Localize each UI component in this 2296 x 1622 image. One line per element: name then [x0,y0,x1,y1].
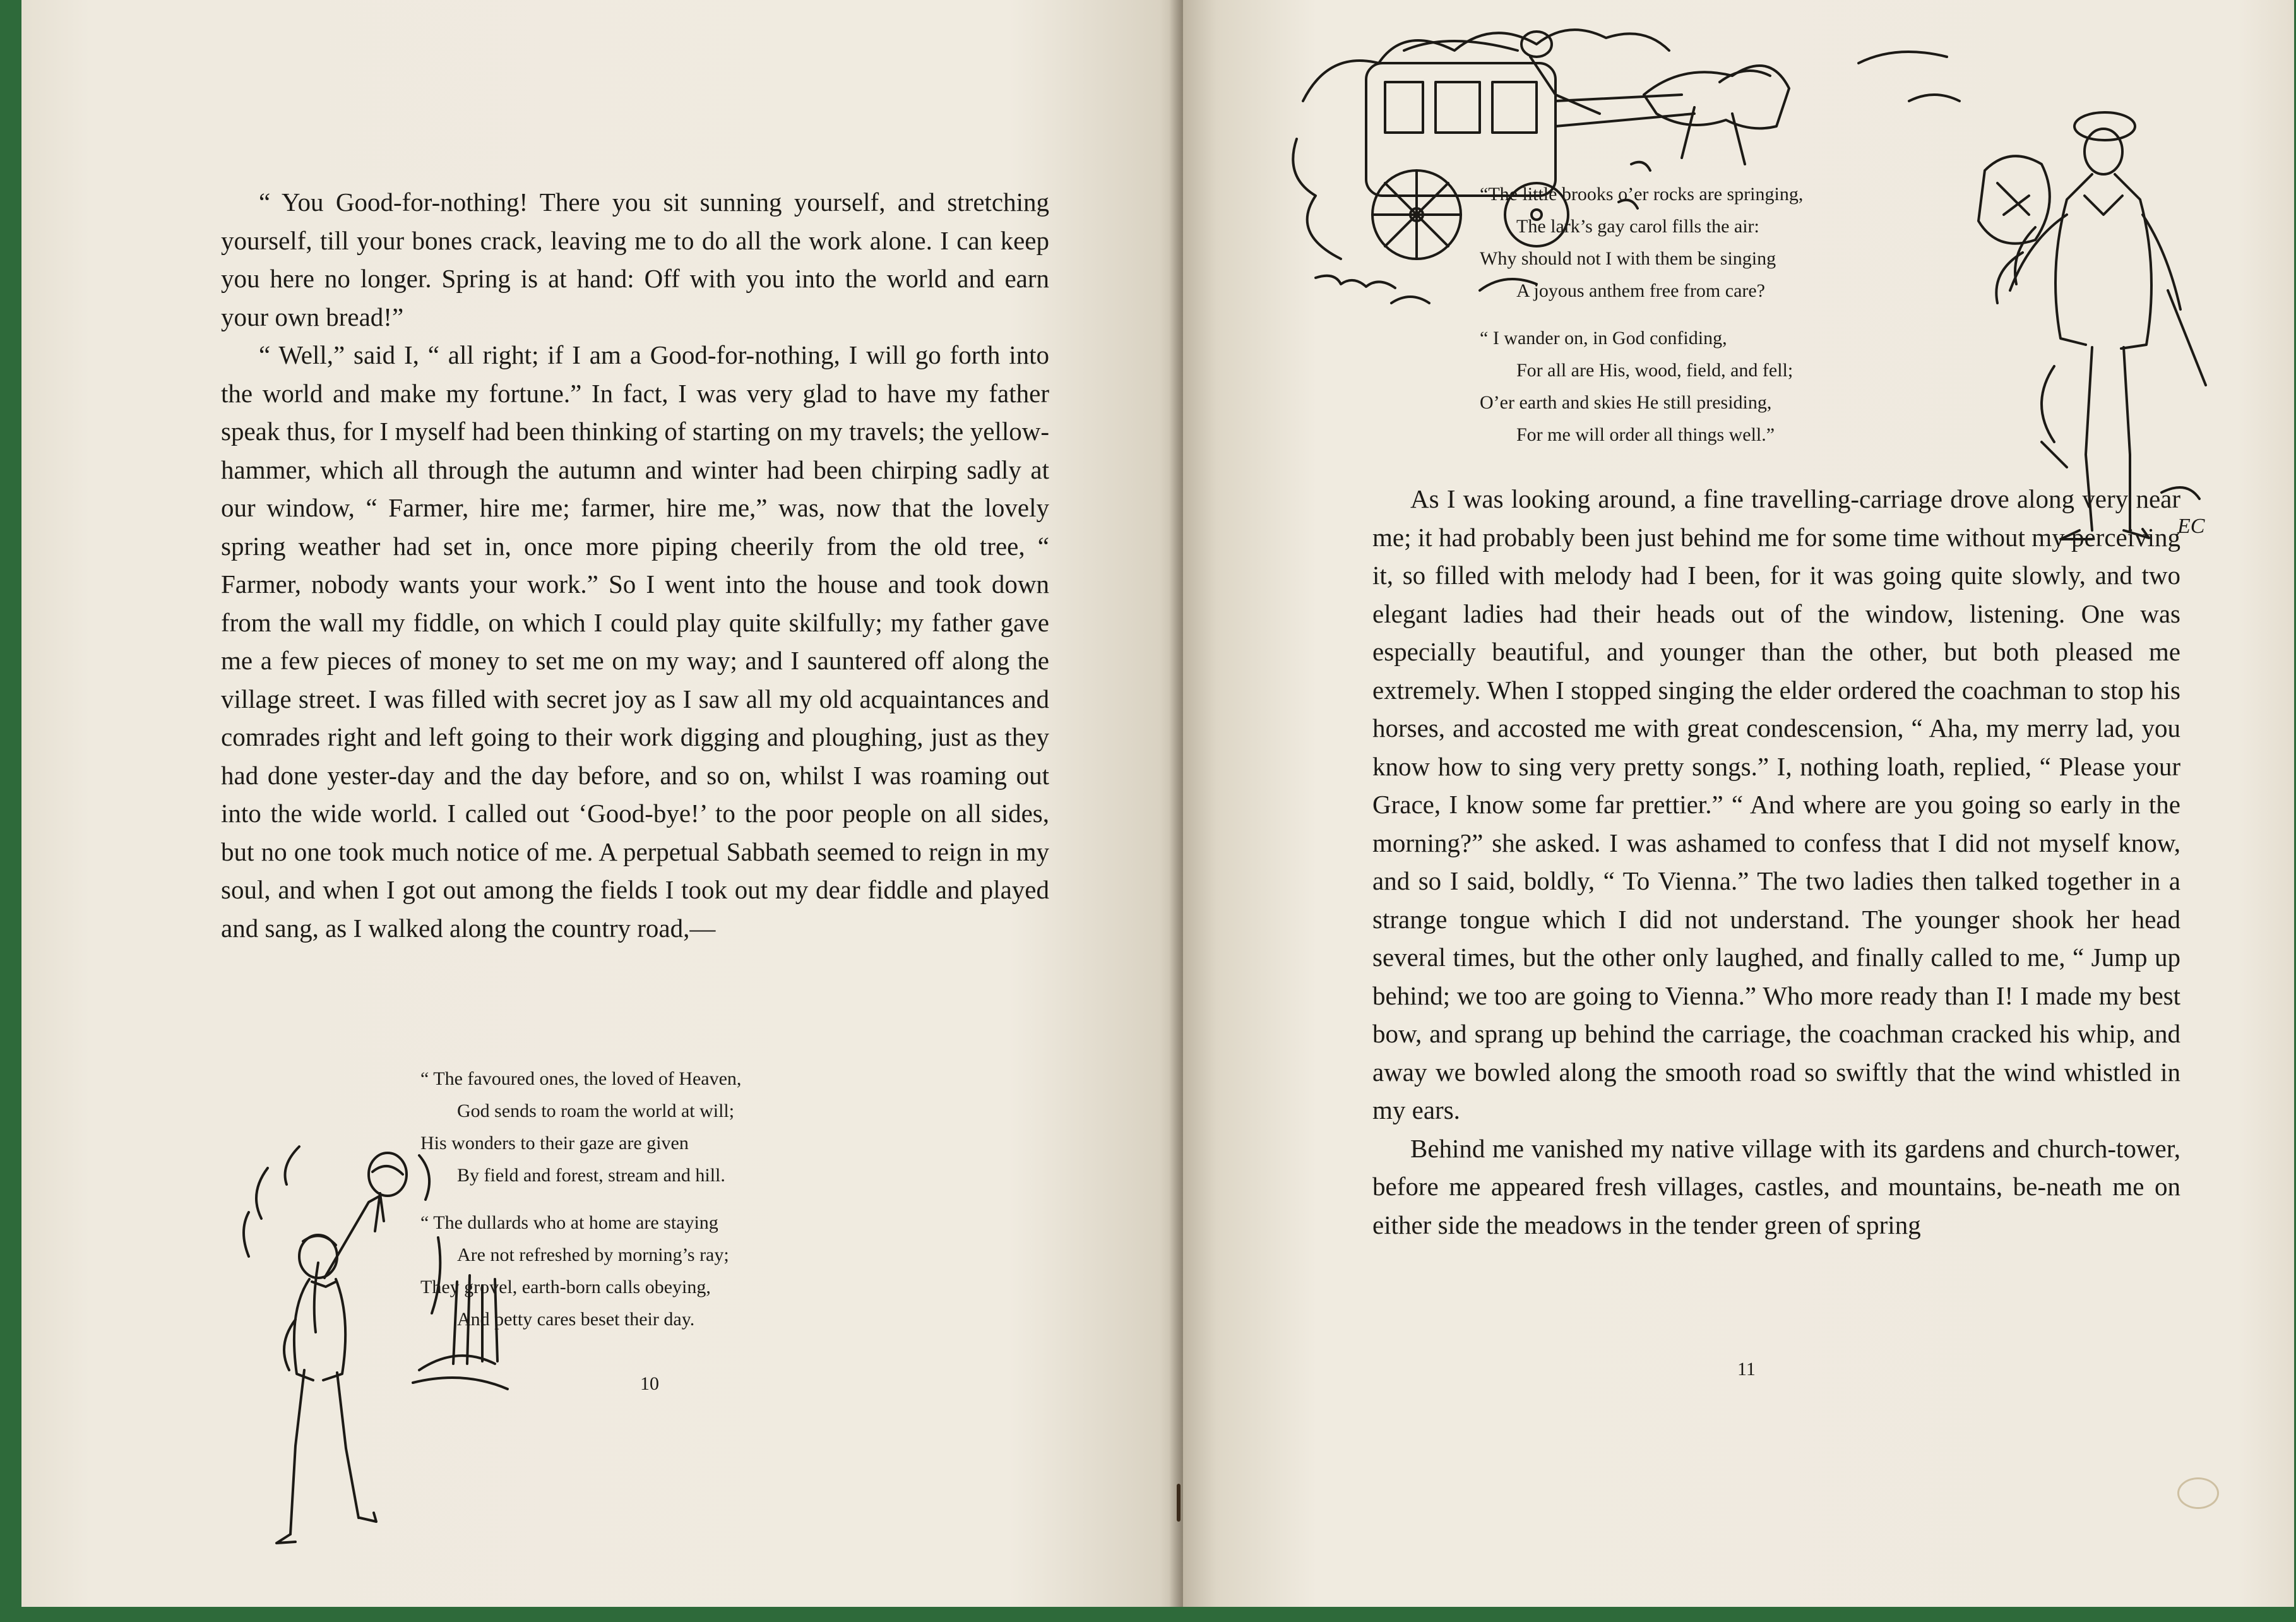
verse-line: “ The dullards who at home are staying [420,1212,718,1233]
paragraph-journey: Behind me vanished my native village with its gardens and church-tower, before me appeared fresh villages, castles, and mountains, be-neath me on either side the meadows in the tender green of spring [1372,1133,2180,1239]
verse-line: Why should not I with them be singing [1480,248,1776,269]
binding-thread [1177,1484,1181,1522]
left-page-prose [221,183,1049,947]
verse-line: The lark’s gay carol fills the air: [1516,216,1759,237]
right-page-verse [1480,178,1803,466]
verse-line: “ The favoured ones, the loved of Heaven, [420,1068,742,1089]
verse-line: “ I wander on, in God confiding, [1480,328,1727,349]
left-page [21,0,1183,1607]
boy-waving-hat-illustration [230,1130,558,1559]
book-spread [21,0,2294,1607]
verse-line: By field and forest, stream and hill. [457,1165,725,1186]
right-page-prose [1372,480,2180,1244]
verse-line: God sends to roam the world at will; [457,1100,735,1121]
verse-line: His wonders to their gaze are given [420,1133,689,1154]
paragraph-father-scolds: “ You Good-for-nothing! There you sit sunning yourself, and stretching yourself, till your bones crack, leaving me to do all the work alone. I can keep you here no longer. Spring is at hand: Off with you into the world and earn your own bread!” [221,188,1049,331]
verse-line: “The little brooks o’er rocks are springing, [1480,184,1804,205]
verse-line: Are not refreshed by morning’s ray; [457,1244,729,1265]
verse-line: For me will order all things well.” [1516,424,1775,445]
paper-stain [2177,1477,2219,1509]
verse-line: For all are His, wood, field, and fell; [1516,360,1793,381]
right-page [1183,0,2294,1607]
page-number-right: 11 [1737,1359,1756,1380]
verse-stanza [1480,178,1803,307]
verse-line: A joyous anthem free from care? [1516,280,1765,301]
verse-line: They grovel, earth-born calls obeying, [420,1277,711,1297]
verse-line: And petty cares beset their day. [457,1309,695,1330]
paragraph-leaving-home: “ Well,” said I, “ all right; if I am a Good-for-nothing, I will go forth into the world and make my fortune.” In fact, I was very glad to have my father speak thus, for I myself had been thinking of starting on my travels; the yellow-hammer, which all through the autumn and winter had been chirping sadly at our window, “ Farmer, hire me; farmer, hire me,” was, now that the lovely spring weather had set in, once more piping cheerily from the old tree, “ Farmer, nobody wants your work.” So I went into the house and took down from the wall my fiddle, on which I could play quite skilfully; my father gave me a few pieces of money to set me on my way; and I sauntered off along the village street. I was filled with secret joy as I saw all my old acquaintances and comrades right and left going to their work digging and ploughing, just as they had done yester-day and the day before, and so on, whilst I was roaming out into the wide world. I called out ‘Good-bye!’ to the poor people on all sides, but no one took much notice of me. A perpetual Sabbath seemed to reign in my soul, and when I got out among the fields I took out my dear fiddle and played and sang, as I walked along the country road,— [221,340,1049,943]
verse-stanza [1480,322,1803,451]
paragraph-carriage: As I was looking around, a fine travelling-carriage drove along very near me; it had probably been just behind me for some time without my perceiving it, so filled with melody had I been, for it was going quite slowly, and two elegant ladies had their heads out of the window, listening. One was especially beautiful, and younger than the other, but both pleased me extremely. When I stopped singing the elder ordered the coachman to stop his horses, and accosted me with great condescension, “ Aha, my merry lad, you know how to sing very pretty songs.” I, nothing loath, replied, “ Please your Grace, I know some far prettier.” “ And where are you going so early in the morning?” she asked. I was ashamed to confess that I did not myself know, and so I said, boldly, “ To Vienna.” The two ladies then talked together in a strange tongue which I did not understand. The younger shook her head several times, but the other only laughed, and finally called to me, “ Jump up behind; we too are going to Vienna.” Who more ready than I! I made my best bow, and sprang up behind the carriage, the coachman cracked his whip, and away we bowled along the smooth road so swiftly that the wind whistled in my ears. [1372,484,2180,1124]
verse-line: O’er earth and skies He still presiding, [1480,392,1772,413]
page-number-left: 10 [640,1373,659,1394]
illustrator-signature: EC [2177,515,2205,538]
